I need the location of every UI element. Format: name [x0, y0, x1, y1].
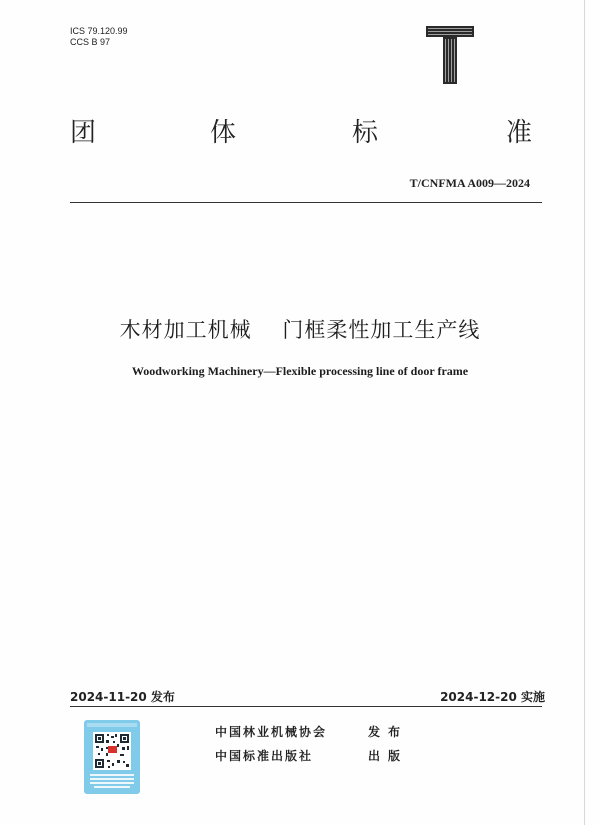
top-divider: [70, 202, 542, 203]
bottom-divider: [70, 706, 542, 707]
standard-type-char: 标: [352, 118, 379, 148]
standard-type-char: 准: [506, 118, 533, 148]
publisher-organization: 中国林业机械协会: [215, 725, 328, 739]
ics-code: ICS 79.120.99: [70, 26, 128, 36]
printer-role: 出版: [368, 749, 409, 763]
document-title-chinese: 木材加工机械 门框柔性加工生产线: [119, 318, 481, 342]
implementation-date: 2024-12-20 实施: [440, 690, 545, 704]
issue-date: 2024-11-20 发布: [70, 690, 175, 704]
standard-type-char: 团: [70, 118, 97, 148]
page-edge-line: [584, 0, 585, 825]
standard-number: T/CNFMA A009—2024: [409, 176, 530, 190]
printer-organization: 中国标准出版社: [215, 749, 314, 763]
standard-type-heading: [70, 112, 540, 148]
document-title-english: Woodworking Machinery—Flexible processing line of door frame: [131, 364, 469, 378]
qr-code-seal-icon: [84, 720, 140, 794]
standard-type-char: 体: [210, 118, 237, 148]
publisher-role: 发布: [368, 725, 409, 739]
group-standard-t-logo: [426, 26, 474, 84]
classification-block: [70, 26, 128, 48]
ccs-code: CCS B 97: [70, 37, 111, 47]
